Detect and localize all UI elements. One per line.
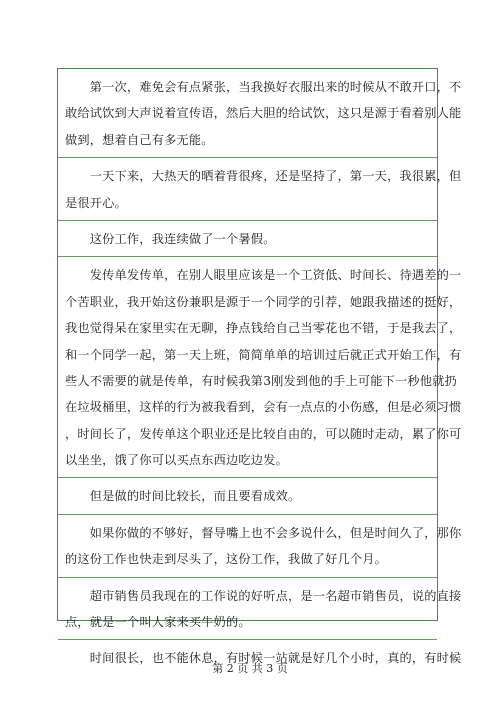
text-line: 一天下来，大热天的晒着背很疼，还是坚持了，第一天，我很累，但 (65, 169, 462, 184)
text-line: 我也觉得呆在家里实在无聊，挣点钱给自己当零花也不错，于是我去了， (65, 321, 462, 336)
text-line: 个苦职业，我开始这份兼职是源于一个同学的引荐，她跟我描述的挺好， (65, 294, 462, 309)
text-line: ，时间长了，发传单这个职业还是比较自由的，可以随时走动，累了你可 (65, 426, 462, 441)
document-table (57, 68, 462, 666)
text-line: 如果你做的不够好，督导嘴上也不会多说什么，但是时间久了，那你 (65, 525, 462, 540)
text-line: 和一个同学一起，第一天上班，简简单单的培训过后就正式开始工作，有 (65, 347, 462, 362)
paragraph-cell-4 (58, 257, 462, 478)
paragraph-cell-7 (58, 578, 462, 641)
text-line: 是很开心。 (65, 195, 127, 210)
text-line: 这份工作，我连续做了一个暑假。 (65, 231, 276, 246)
paragraph-cell-1 (58, 69, 462, 158)
paragraph-cell-3 (58, 221, 437, 257)
text-line: 发传单发传单，在别人眼里应该是一个工资低、时间长、待遇差的一 (65, 268, 462, 283)
paragraph-cell-5 (58, 478, 437, 514)
paragraph-cell-2 (58, 158, 462, 221)
text-line: 时间很长，也不能休息，有时候一站就是好几个小时，真的，有时候 (65, 651, 462, 666)
text-line: 做到，想着自己有多无能。 (65, 132, 214, 147)
text-line: 第一次，难免会有点紧张，当我换好衣服出来的时候从不敢开口，不 (65, 80, 462, 94)
text-line: 点，就是一个叫人家来买牛奶的。 (65, 615, 251, 630)
text-line: 以坐坐，饿了你可以买点东西边吃边发。 (65, 453, 288, 468)
text-line: 在垃圾桶里，这样的行为被我看到，会有一点点的小伤感，但是必须习惯 (65, 400, 462, 415)
text-line: 敢给试饮到大声说着宣传语，然后大胆的给试饮，这只是源于看着别人能 (65, 106, 462, 121)
paragraph-cell-6 (58, 515, 462, 578)
page-number-footer: 第 2 页 共 3 页 (212, 662, 288, 675)
text-line: 的这份工作也快走到尽头了，这份工作，我做了好几个月。 (65, 552, 388, 567)
text-line: 些人不需要的就是传单，有时候我第3刚发到他的手上可能下一秒他就扔 (65, 373, 457, 388)
text-line: 超市销售员我现在的工作说的好听点，是一名超市销售员，说的直接 (65, 588, 462, 603)
text-line: 但是做的时间比较长，而且要看成效。 (65, 489, 301, 504)
